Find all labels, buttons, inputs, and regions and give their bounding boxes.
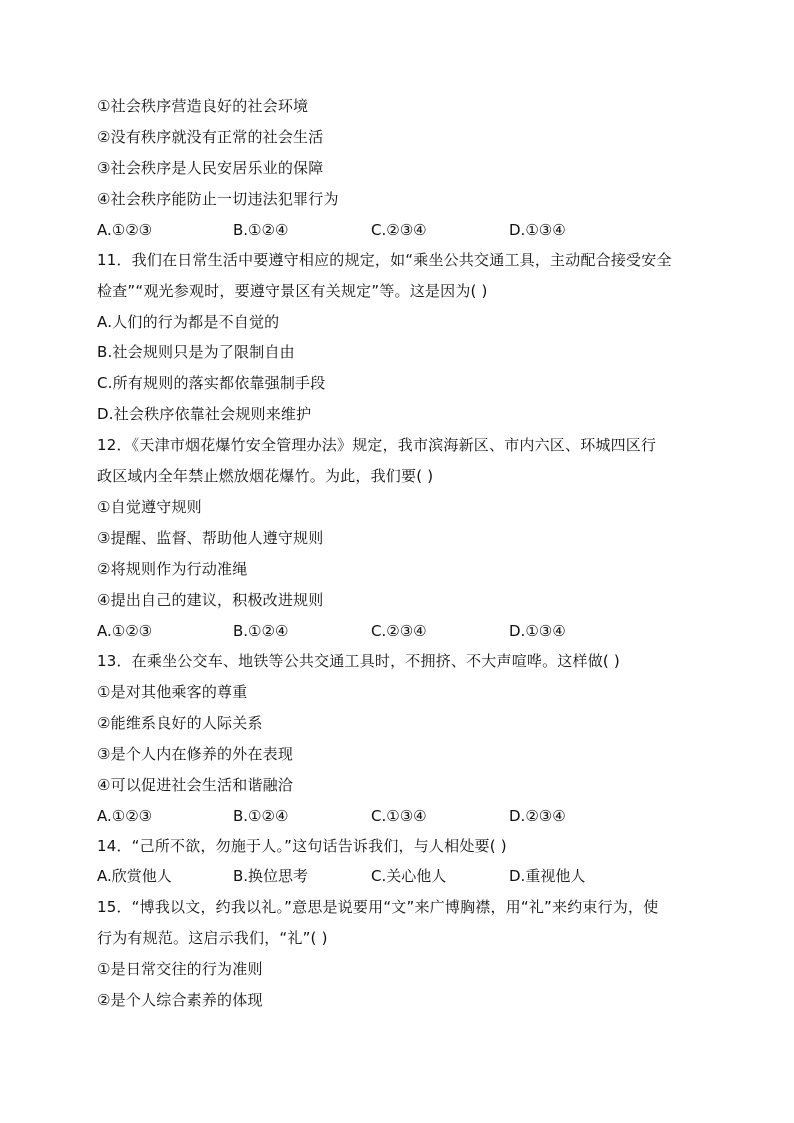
q10-option-c: C.②③④ [371, 221, 427, 239]
q13-stem: 13．在乘坐公交车、地铁等公共交通工具时，不拥挤、不大声喧哗。这样做( ) [97, 652, 620, 670]
q13-item-3: ③是个人内在修养的外在表现 [97, 745, 294, 763]
q10-item-2: ②没有秩序就没有正常的社会生活 [97, 128, 324, 146]
q14-option-a: A.欣赏他人 [97, 867, 172, 885]
q14-option-c: C.关心他人 [371, 867, 447, 885]
q15-item-1: ①是日常交往的行为准则 [97, 960, 263, 978]
q12-item-3: ②将规则作为行动准绳 [97, 560, 248, 578]
q13-option-a: A.①②③ [97, 807, 153, 825]
q13-option-d: D.②③④ [509, 807, 566, 825]
q13-item-4: ④可以促进社会生活和谐融洽 [97, 776, 294, 794]
q10-option-a: A.①②③ [97, 221, 153, 239]
q12-item-2: ③提醒、监督、帮助他人遵守规则 [97, 529, 324, 547]
q12-option-a: A.①②③ [97, 622, 153, 640]
q11-stem-line-2: 检查”“观光参观时，要遵守景区有关规定”等。这是因为( ) [97, 282, 488, 300]
q10-item-1: ①社会秩序营造良好的社会环境 [97, 97, 309, 115]
q10-item-3: ③社会秩序是人民安居乐业的保障 [97, 159, 324, 177]
q10-option-d: D.①③④ [509, 221, 566, 239]
q12-stem-line-2: 政区域内全年禁止燃放烟花爆竹。为此，我们要( ) [97, 467, 434, 485]
q15-stem-line-2: 行为有规范。这启示我们，“礼”( ) [97, 929, 328, 947]
q12-option-d: D.①③④ [509, 622, 566, 640]
q15-item-2: ②是个人综合素养的体现 [97, 991, 263, 1009]
q11-option-c: C.所有规则的落实都依靠强制手段 [97, 374, 326, 392]
q12-item-1: ①自觉遵守规则 [97, 498, 202, 516]
q11-option-b: B.社会规则只是为了限制自由 [97, 343, 295, 361]
q15-stem-line-1: 15．“博我以文，约我以礼。”意思是说要用“文”来广博胸襟，用“礼”来约束行为，使 [97, 898, 659, 916]
q13-item-2: ②能维系良好的人际关系 [97, 714, 263, 732]
q11-stem-line-1: 11．我们在日常生活中要遵守相应的规定，如“乘坐公共交通工具，主动配合接受安全 [97, 251, 672, 269]
q10-option-b: B.①②④ [233, 221, 289, 239]
q12-option-c: C.②③④ [371, 622, 427, 640]
q14-option-d: D.重视他人 [509, 867, 586, 885]
q11-option-d: D.社会秩序依靠社会规则来维护 [97, 405, 312, 423]
q13-item-1: ①是对其他乘客的尊重 [97, 683, 248, 701]
q10-item-4: ④社会秩序能防止一切违法犯罪行为 [97, 190, 339, 208]
q11-option-a: A.人们的行为都是不自觉的 [97, 313, 280, 331]
q12-stem-line-1: 12．《天津市烟花爆竹安全管理办法》规定，我市滨海新区、市内六区、环城四区行 [97, 436, 657, 454]
q13-option-c: C.①③④ [371, 807, 427, 825]
q12-item-4: ④提出自己的建议，积极改进规则 [97, 591, 324, 609]
q14-stem: 14．“己所不欲，勿施于人。”这句话告诉我们，与人相处要( ) [97, 837, 507, 855]
q14-option-b: B.换位思考 [233, 867, 309, 885]
q12-option-b: B.①②④ [233, 622, 289, 640]
q13-option-b: B.①②④ [233, 807, 289, 825]
